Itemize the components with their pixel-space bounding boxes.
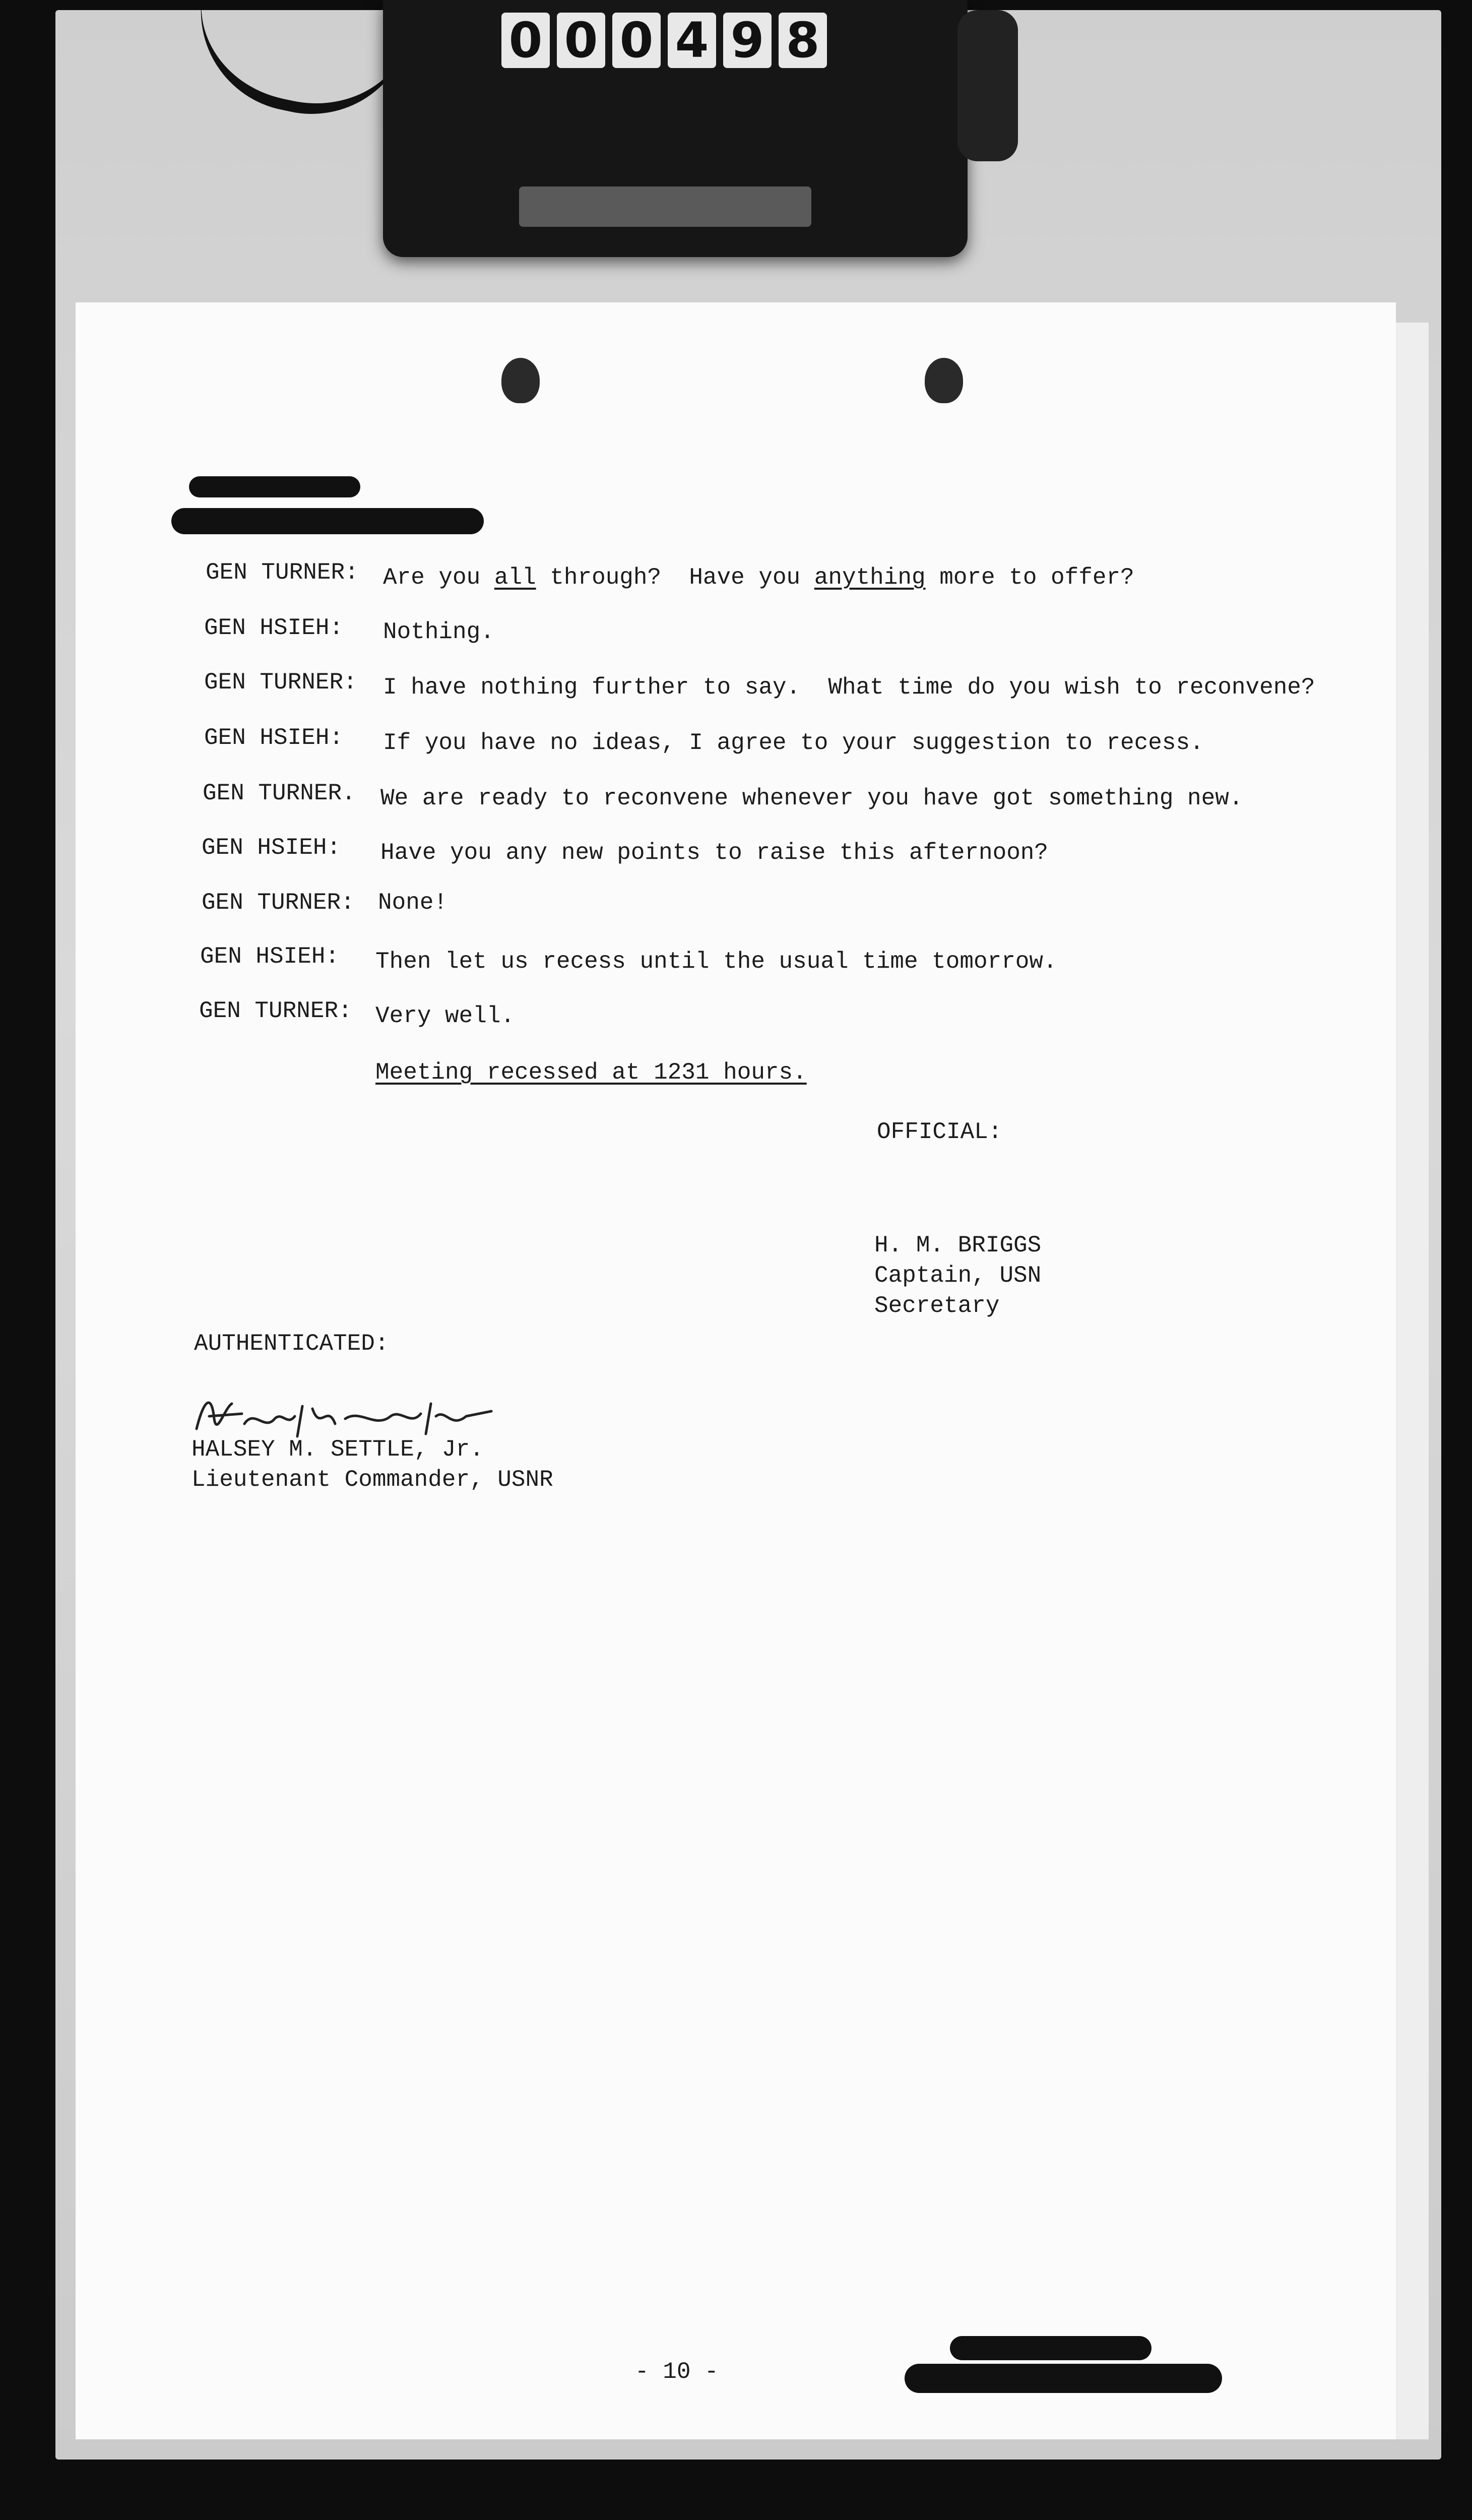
speaker-label: GEN HSIEH: (204, 615, 344, 641)
authenticated-name: HALSEY M. SETTLE, Jr. (191, 1436, 484, 1463)
counter-digit: 0 (612, 13, 661, 68)
page-number: - 10 - (635, 2359, 719, 2385)
dialogue-line: Very well. (375, 1003, 515, 1029)
counter-label-plate (519, 186, 811, 227)
counter-digit: 9 (723, 13, 772, 68)
speaker-label: GEN TURNER. (203, 780, 356, 806)
dialogue-line: Then let us recess until the usual time tomorrow. (375, 949, 1057, 975)
dialogue-line: Nothing. (383, 619, 494, 645)
counter-knob (957, 10, 1018, 161)
official-label: OFFICIAL: (877, 1119, 1002, 1145)
speaker-label: GEN TURNER: (199, 998, 352, 1024)
redaction-bar (171, 508, 484, 534)
counter-digit: 0 (557, 13, 605, 68)
dialogue-line: Are you all through? Have you anything more to offer? (383, 564, 1134, 591)
dialogue-line: Have you any new points to raise this afternoon? (380, 840, 1049, 866)
handwritten-signature (194, 1389, 506, 1444)
closing-note: Meeting recessed at 1231 hours. (375, 1059, 807, 1086)
dialogue-line: I have nothing further to say. What time do you wish to reconvene? (383, 674, 1315, 701)
redaction-bar (189, 476, 360, 497)
redaction-bar (950, 2336, 1151, 2360)
counter-digit: 0 (501, 13, 550, 68)
document-page (76, 302, 1396, 2439)
counter-digit: 8 (779, 13, 827, 68)
speaker-label: GEN TURNER: (202, 890, 355, 916)
official-name: H. M. BRIGGS (874, 1232, 1042, 1258)
frame-counter (501, 13, 844, 68)
authenticated-rank: Lieutenant Commander, USNR (191, 1467, 553, 1493)
authenticated-label: AUTHENTICATED: (194, 1331, 389, 1357)
dialogue-line: None! (378, 890, 448, 916)
dialogue-line: We are ready to reconvene whenever you have got something new. (380, 785, 1243, 811)
speaker-label: GEN HSIEH: (200, 943, 340, 970)
speaker-label: GEN TURNER: (206, 559, 359, 586)
official-title: Secretary (874, 1293, 1000, 1319)
speaker-label: GEN HSIEH: (202, 835, 341, 861)
speaker-label: GEN TURNER: (204, 669, 357, 696)
speaker-label: GEN HSIEH: (204, 725, 344, 751)
dialogue-line: If you have no ideas, I agree to your suggestion to recess. (383, 730, 1204, 756)
punch-hole (925, 358, 963, 403)
punch-hole (501, 358, 540, 403)
official-rank: Captain, USN (874, 1263, 1042, 1289)
counter-digit: 4 (668, 13, 716, 68)
redaction-bar (905, 2364, 1222, 2393)
